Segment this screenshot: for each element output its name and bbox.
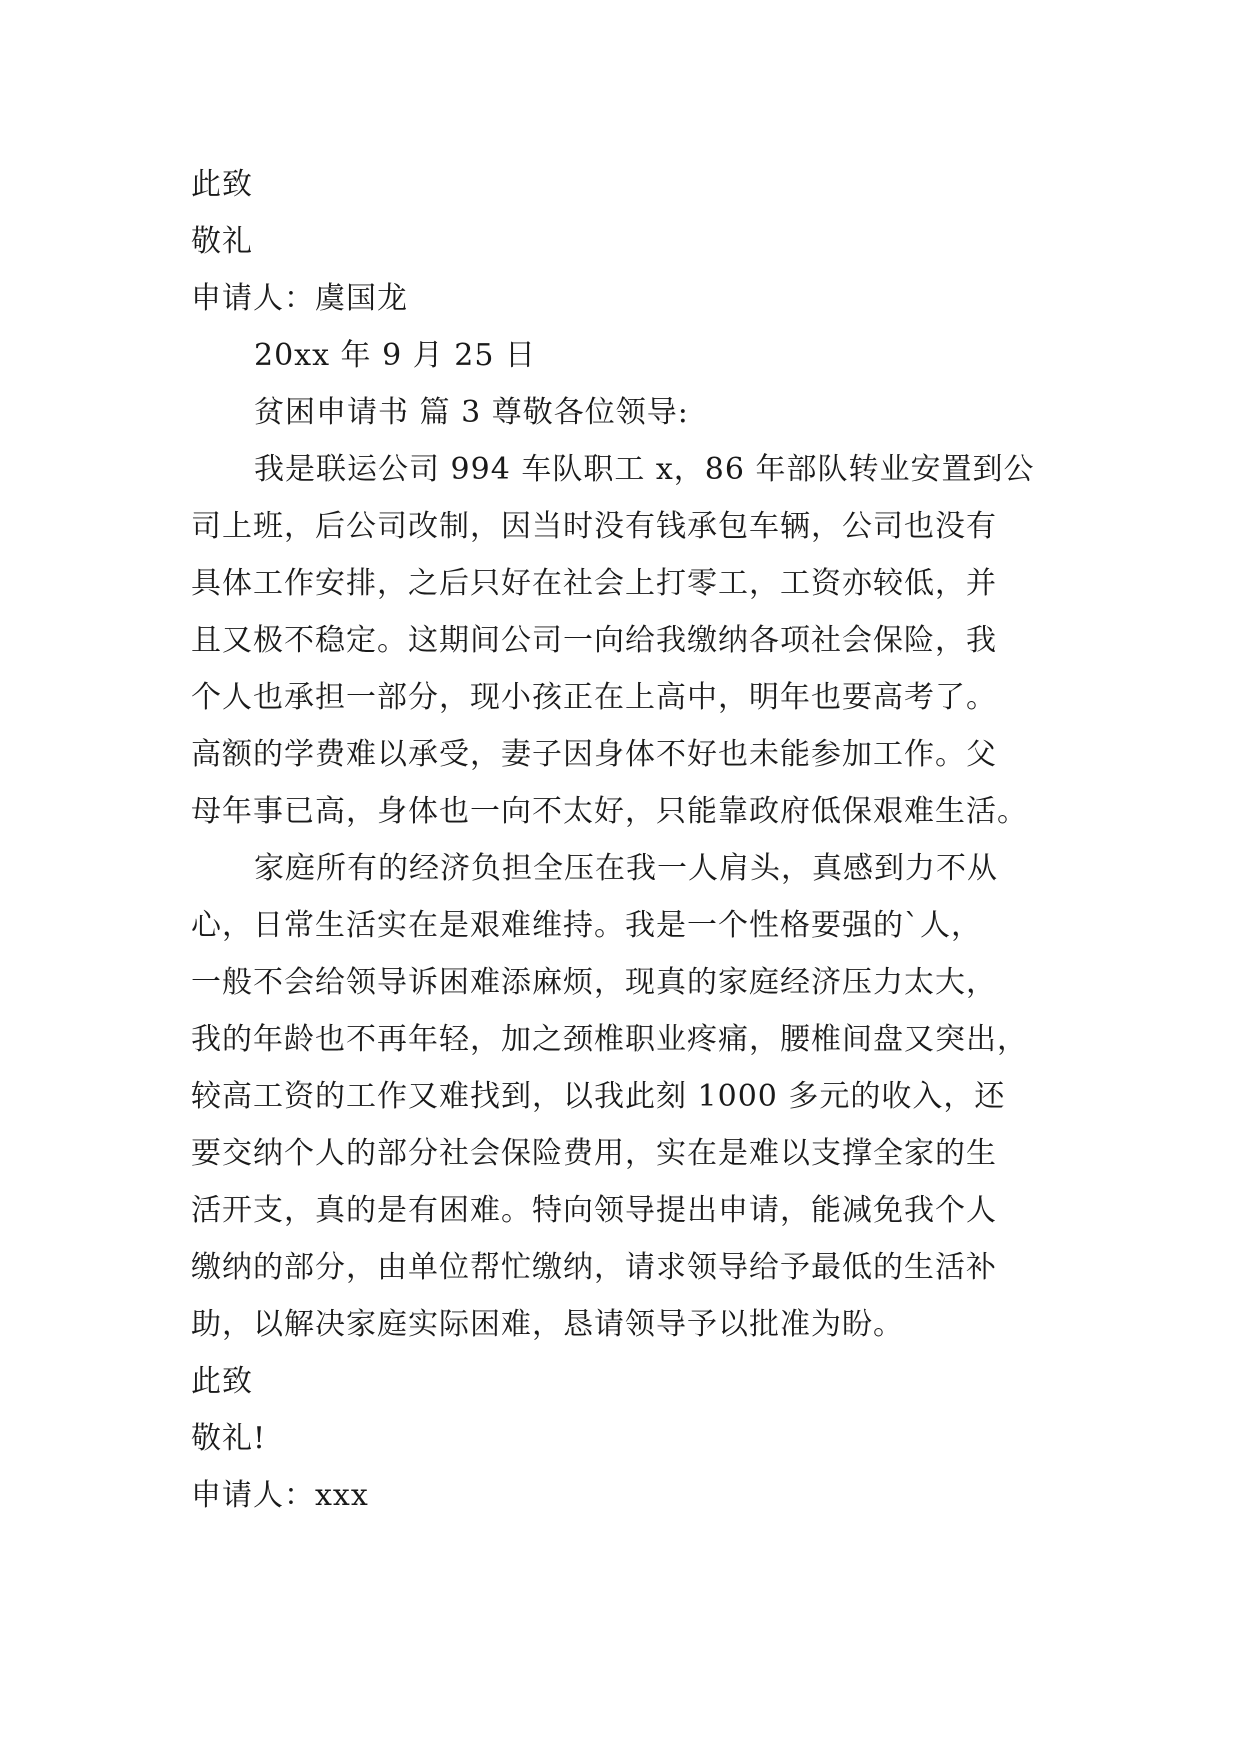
closing-salutation-1: 此致 xyxy=(191,167,253,202)
body-line: 一般不会给领导诉困难添麻烦，现真的家庭经济压力太大， xyxy=(191,965,997,1000)
date-line: 20xx 年 9 月 25 日 xyxy=(254,338,536,373)
body-line: 缴纳的部分，由单位帮忙缴纳，请求领导给予最低的生活补 xyxy=(191,1250,997,1285)
body-line: 家庭所有的经济负担全压在我一人肩头，真感到力不从 xyxy=(254,851,998,886)
applicant-signature-2: 申请人：xxx xyxy=(191,1478,369,1513)
closing-respect-2: 敬礼! xyxy=(191,1421,267,1456)
section-heading: 贫困申请书 篇 3 尊敬各位领导: xyxy=(254,395,689,430)
body-line: 助，以解决家庭实际困难，恳请领导予以批准为盼。 xyxy=(191,1307,904,1342)
body-line: 要交纳个人的部分社会保险费用，实在是难以支撑全家的生 xyxy=(191,1136,997,1171)
closing-respect-1: 敬礼 xyxy=(191,224,253,259)
closing-salutation-2: 此致 xyxy=(191,1364,253,1399)
body-line: 高额的学费难以承受，妻子因身体不好也未能参加工作。父 xyxy=(191,737,997,772)
body-line: 我是联运公司 994 车队职工 x，86 年部队转业安置到公 xyxy=(254,452,1035,487)
body-line: 具体工作安排，之后只好在社会上打零工，工资亦较低，并 xyxy=(191,566,997,601)
applicant-signature-1: 申请人：虞国龙 xyxy=(191,281,408,316)
body-line: 个人也承担一部分，现小孩正在上高中，明年也要高考了。 xyxy=(191,680,997,715)
body-line: 较高工资的工作又难找到，以我此刻 1000 多元的收入，还 xyxy=(191,1079,1006,1114)
body-line: 活开支，真的是有困难。特向领导提出申请，能减免我个人 xyxy=(191,1193,997,1228)
body-line: 母年事已高，身体也一向不太好，只能靠政府低保艰难生活。 xyxy=(191,794,1028,829)
body-line: 心，日常生活实在是艰难维持。我是一个性格要强的`人， xyxy=(191,908,982,943)
body-line: 司上班，后公司改制，因当时没有钱承包车辆，公司也没有 xyxy=(191,509,997,544)
body-line: 且又极不稳定。这期间公司一向给我缴纳各项社会保险，我 xyxy=(191,623,997,658)
body-line: 我的年龄也不再年轻，加之颈椎职业疼痛，腰椎间盘又突出， xyxy=(191,1022,1028,1057)
